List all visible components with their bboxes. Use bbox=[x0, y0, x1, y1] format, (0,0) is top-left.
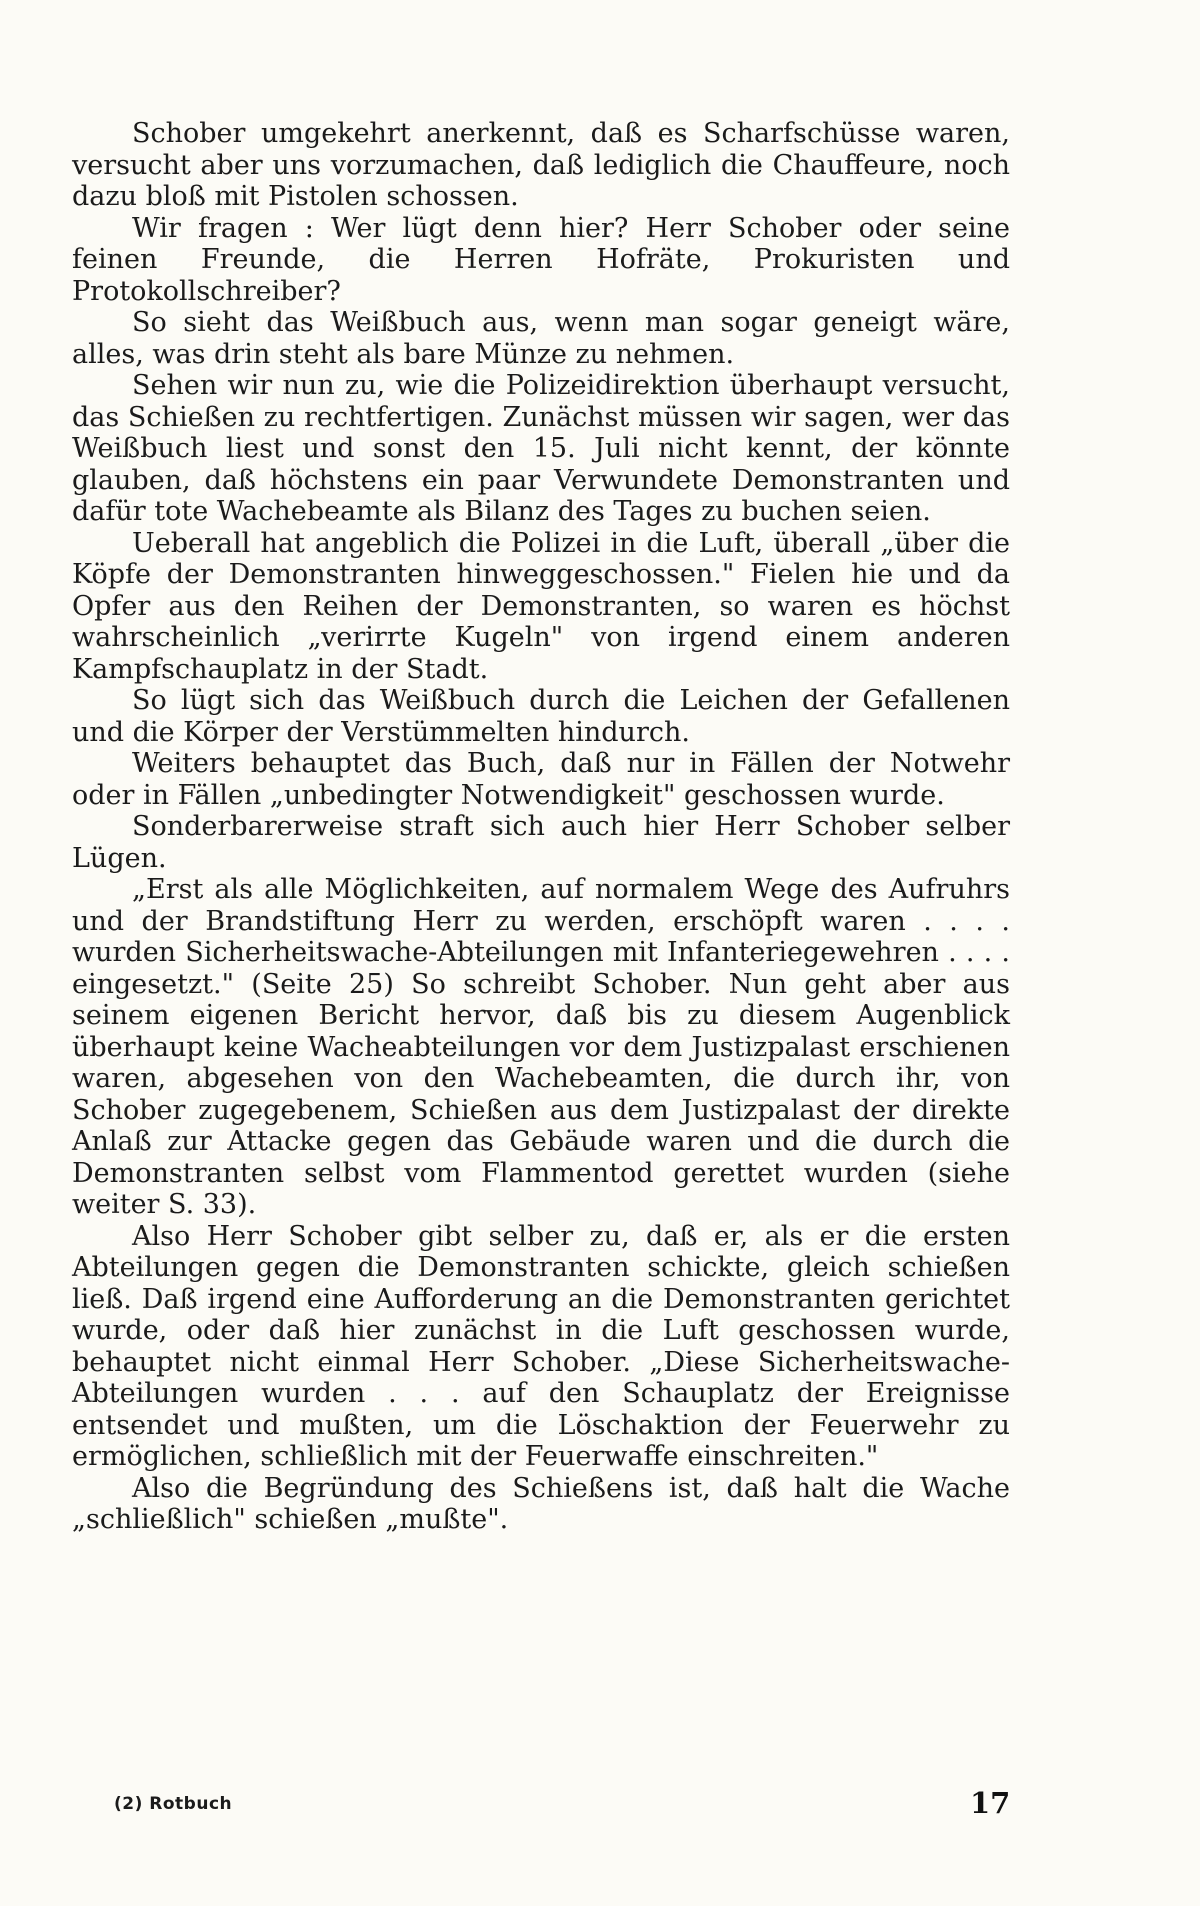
paragraph: „Erst als alle Möglichkeiten, auf normalem Wege des Aufruhrs und der Brandstiftung Herr zu werden, erschöpft waren . . . . wurden Sicherheitswache-Abteilungen mit Infanteriegewehren . . . . eingesetzt." (Seite 25) So schreibt Schober. Nun geht aber aus seinem eigenen Bericht hervor, daß bis zu diesem Augenblick überhaupt keine Wacheabteilungen vor dem Justizpalast erschienen waren, abgesehen von den Wachebeamten, die durch ihr, von Schober zugegebenem, Schießen aus dem Justizpalast der direkte Anlaß zur Attacke gegen das Gebäude waren und die durch die Demonstranten selbst vom Flammentod gerettet wurden (siehe weiter S. 33). bbox=[72, 874, 1010, 1220]
paragraph: Ueberall hat angeblich die Polizei in die Luft, überall „über die Köpfe der Demonstranten hinweggeschossen." Fielen hie und da Opfer aus den Reihen der Demonstranten, so waren es höchst wahrscheinlich „verirrte Kugeln" von irgend einem anderen Kampfschauplatz in der Stadt. bbox=[72, 527, 1010, 685]
body-text bbox=[72, 118, 1010, 1536]
paragraph: Wir fragen : Wer lügt denn hier? Herr Schober oder seine feinen Freunde, die Herren Hofräte, Prokuristen und Protokollschreiber? bbox=[72, 212, 1010, 307]
paragraph: Schober umgekehrt anerkennt, daß es Scharfschüsse waren, versucht aber uns vorzumachen, daß lediglich die Chauffeure, noch dazu bloß mit Pistolen schossen. bbox=[72, 118, 1010, 212]
paragraph: Also Herr Schober gibt selber zu, daß er, als er die ersten Abteilungen gegen die Demonstranten schickte, gleich schießen ließ. Daß irgend eine Aufforderung an die Demonstranten gerichtet wurde, oder daß hier zunächst in die Luft geschossen wurde, behauptet nicht einmal Herr Schober. „Diese Sicherheitswache-Abteilungen wurden . . . auf den Schauplatz der Ereignisse entsendet und mußten, um die Löschaktion der Feuerwehr zu ermöglichen, schließlich mit der Feuerwaffe einschreiten." bbox=[72, 1220, 1010, 1472]
page-number: 17 bbox=[970, 1786, 1011, 1820]
paragraph: So sieht das Weißbuch aus, wenn man sogar geneigt wäre, alles, was drin steht als bare Münze zu nehmen. bbox=[72, 307, 1010, 370]
footer-note: (2) Rotbuch bbox=[114, 1794, 233, 1814]
paragraph: So lügt sich das Weißbuch durch die Leichen der Gefallenen und die Körper der Verstümmelten hindurch. bbox=[72, 685, 1010, 748]
paragraph: Also die Begründung des Schießens ist, daß halt die Wache „schließlich" schießen „mußte". bbox=[72, 1472, 1010, 1535]
paragraph: Sehen wir nun zu, wie die Polizeidirektion überhaupt versucht, das Schießen zu rechtfertigen. Zunächst müssen wir sagen, wer das Weißbuch liest und sonst den 15. Juli nicht kennt, der könnte glauben, daß höchstens ein paar Verwundete Demonstranten und dafür tote Wachebeamte als Bilanz des Tages zu buchen seien. bbox=[72, 370, 1010, 527]
paragraph: Weiters behauptet das Buch, daß nur in Fällen der Notwehr oder in Fällen „unbedingter Notwendigkeit" geschossen wurde. bbox=[72, 748, 1010, 811]
paragraph: Sonderbarerweise straft sich auch hier Herr Schober selber Lügen. bbox=[72, 811, 1010, 874]
